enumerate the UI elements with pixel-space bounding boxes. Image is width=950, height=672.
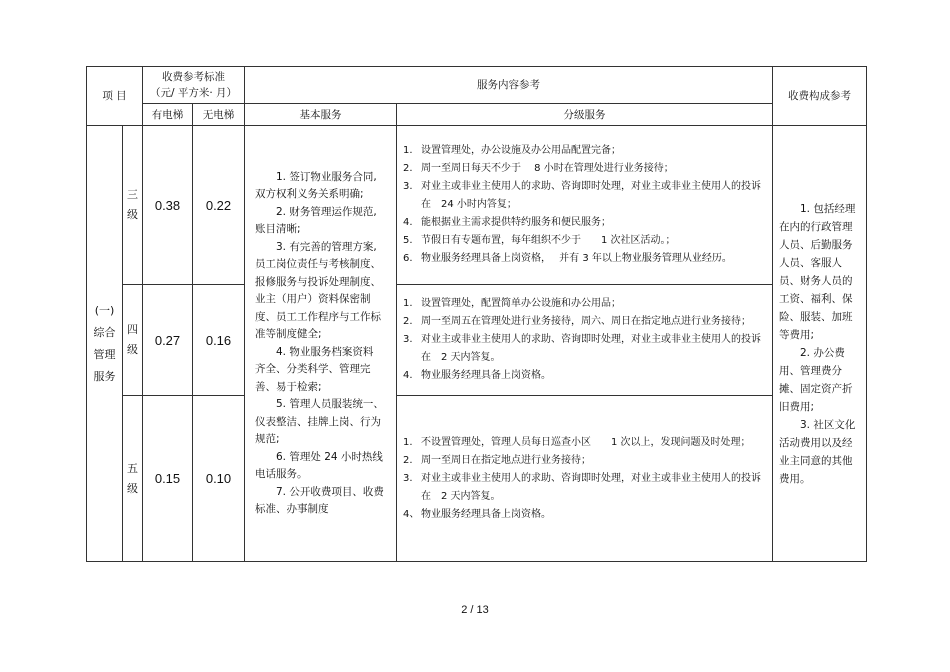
graded-service-item: 2. 周一至周日每天不少于 8 小时在管理处进行业务接待； — [403, 163, 674, 174]
basic-service-cell — [245, 126, 397, 562]
category-line: (一) — [94, 303, 115, 317]
basic-service-cont: 仪表整洁、挂牌上岗、行为规范; — [255, 415, 381, 445]
price-without-elevator: 0.16 — [193, 285, 245, 396]
fee-composition-item: 3. 社区文化 — [800, 418, 856, 431]
level-char: 三 — [127, 188, 138, 201]
basic-service-item: 7. 公开收费项目、收费 — [276, 485, 384, 498]
fee-composition-item: 2. 办公费 — [800, 346, 845, 359]
table-row — [87, 396, 867, 562]
graded-service-level3 — [397, 126, 773, 285]
category-line: 管理 — [93, 347, 116, 361]
graded-service-level5 — [397, 396, 773, 562]
graded-service-item: 6. 物业服务经理具备上岗资格， 并有 3 年以上物业服务管理从业经历。 — [403, 253, 732, 264]
graded-service-item: 2. 周一至周五在管理处进行业务接待，周六、周日在指定地点进行业务接待； — [403, 316, 751, 327]
fee-composition-cell — [773, 126, 867, 562]
basic-service-cont: 员工岗位责任与考核制度、报修服务与投诉处理制度、业主（用户）资料保密制度、员工工作程序与工作标准等制度健全; — [255, 258, 381, 340]
basic-service-item: 2. 财务管理运作规范, — [276, 205, 377, 218]
graded-service-item: 1. 设置管理处，配置简单办公设施和办公用品； — [403, 298, 621, 309]
graded-service-item: 3. 对业主或非业主使用人的求助、咨询即时处理，对业主或非业主使用人的投诉在 2 天内答复。 — [403, 334, 761, 363]
graded-service-item: 5. 节假日有专题布置，每年组织不少于 1 次社区活动。； — [403, 235, 676, 246]
level-cell — [123, 126, 143, 285]
category-line: 服务 — [93, 369, 116, 383]
graded-service-item: 2. 周一至周日在指定地点进行业务接待； — [403, 454, 591, 466]
fee-composition-cont: 在内的行政管理人员、后勤服务人员、客服人员、财务人员的工资、福利、保险、服装、加班等费用; — [779, 220, 853, 341]
level-char: 五 — [127, 461, 138, 475]
level-cell — [123, 285, 143, 396]
level-char: 级 — [127, 481, 138, 495]
basic-service-cont: 电话服务。 — [255, 468, 308, 480]
table-row — [87, 285, 867, 396]
basic-service-item: 6. 管理处 24 小时热线 — [276, 450, 383, 463]
fee-composition-cont: 活动费用以及经业主同意的其他费用。 — [779, 436, 853, 485]
fee-composition-cont: 用、管理费分摊、固定资产折旧费用; — [779, 364, 853, 413]
basic-service-item: 3. 有完善的管理方案, — [276, 240, 377, 253]
graded-service-item: 1. 设置管理处，办公设施及办公用品配置完备； — [403, 145, 621, 156]
table-row — [87, 126, 867, 285]
level-cell — [123, 396, 143, 562]
price-with-elevator: 0.15 — [143, 396, 193, 562]
level-char: 级 — [127, 208, 138, 221]
header-with-elevator: 有电梯 — [143, 104, 193, 126]
price-with-elevator: 0.27 — [143, 285, 193, 396]
header-fee-standard — [143, 67, 245, 104]
level-char: 级 — [127, 343, 138, 356]
basic-service-cont: 账目清晰; — [255, 223, 301, 235]
level-char: 四 — [127, 323, 138, 336]
basic-service-item: 1. 签订物业服务合同, — [276, 170, 377, 183]
header-graded-service: 分级服务 — [397, 104, 773, 126]
header-fee-standard-line1: 收费参考标准 — [162, 71, 225, 83]
header-service-content: 服务内容参考 — [245, 67, 773, 104]
graded-service-item: 3. 对业主或非业主使用人的求助、咨询即时处理，对业主或非业主使用人的投诉在 24 小时内答复； — [403, 181, 761, 210]
price-without-elevator: 0.10 — [193, 396, 245, 562]
header-item: 项 目 — [87, 67, 143, 126]
basic-service-cont: 齐全、分类科学、管理完善、易于检索; — [255, 363, 371, 393]
graded-service-item: 4. 能根据业主需求提供特约服务和便民服务； — [403, 217, 611, 228]
page-number: 2 / 13 — [461, 604, 489, 616]
basic-service-cont: 标准、办事制度 — [255, 503, 329, 515]
header-fee-composition: 收费构成参考 — [773, 67, 867, 126]
basic-service-item: 4. 物业服务档案资料 — [276, 345, 374, 358]
graded-service-item: 1. 不设置管理处，管理人员每日巡查小区 1 次以上，发现问题及时处理； — [403, 436, 751, 448]
price-with-elevator: 0.38 — [143, 126, 193, 285]
header-without-elevator: 无电梯 — [193, 104, 245, 126]
basic-service-item: 5. 管理人员服装统一、 — [276, 398, 384, 410]
fee-standard-table — [86, 66, 867, 562]
price-without-elevator: 0.22 — [193, 126, 245, 285]
basic-service-cont: 双方权利义务关系明确; — [255, 188, 364, 200]
header-fee-standard-line2: （元/ 平方米· 月） — [149, 87, 238, 99]
graded-service-item: 4. 物业服务经理具备上岗资格。 — [403, 370, 551, 381]
category-line: 综合 — [93, 325, 116, 339]
category-cell — [87, 126, 123, 562]
fee-composition-item: 1. 包括经理 — [800, 202, 856, 215]
header-basic-service: 基本服务 — [245, 104, 397, 126]
graded-service-level4 — [397, 285, 773, 396]
graded-service-item: 4、 物业服务经理具备上岗资格。 — [403, 508, 551, 520]
graded-service-item: 3. 对业主或非业主使用人的求助、咨询即时处理，对业主或非业主使用人的投诉在 2 天内答复。 — [403, 472, 761, 502]
